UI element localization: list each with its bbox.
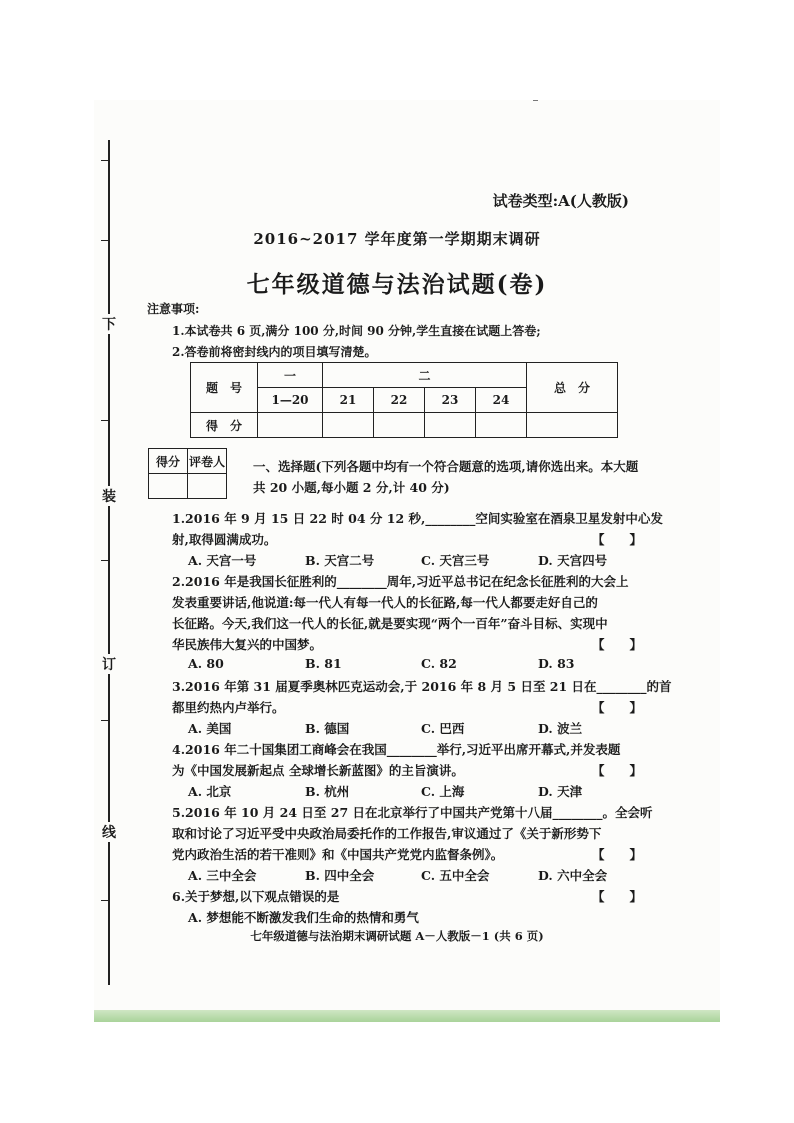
option: B. 德国: [305, 721, 350, 736]
option: B. 81: [305, 656, 342, 671]
question-line: 2.2016 年是我国长征胜利的________周年,习近平总书记在纪念长征胜利的大会上: [172, 574, 629, 589]
option: C. 巴西: [421, 721, 465, 736]
option: C. 五中全会: [421, 868, 490, 883]
score-cell: [527, 413, 618, 438]
question-line: 党内政治生活的若干准则》和《中国共产党党内监督条例》。: [172, 847, 504, 862]
answer-bracket: 【 】: [592, 847, 643, 862]
option: A. 北京: [188, 784, 232, 799]
notice-item: 2.答卷前将密封线内的项目填写清楚。: [172, 345, 377, 359]
row-label-score: 得 分: [191, 413, 258, 438]
binding-tick: [101, 720, 109, 721]
question-line: 4.2016 年二十国集团工商峰会在我国________举行,习近平出席开幕式,并发表题: [172, 742, 621, 757]
binding-char: 订: [100, 654, 118, 674]
option: C. 上海: [421, 784, 465, 799]
scan-mark: [533, 100, 538, 101]
question-line: 3.2016 年第 31 届夏季奥林匹克运动会,于 2016 年 8 月 5 日至 21 日在________的首: [172, 679, 672, 694]
question-line: 6.关于梦想,以下观点错误的是: [172, 889, 340, 904]
page-title: 七年级道德与法治试题(卷): [246, 271, 548, 298]
option: A. 天宫一号: [188, 553, 257, 568]
section-two-header: 二: [323, 363, 527, 388]
question-line: 1.2016 年 9 月 15 日 22 时 04 分 12 秒,________空间实验室在酒泉卫星发射中心发: [172, 511, 663, 526]
binding-tick: [101, 160, 109, 161]
score-cell: [476, 413, 527, 438]
option: D. 天津: [538, 784, 583, 799]
score-cell: [425, 413, 476, 438]
answer-bracket: 【 】: [592, 889, 643, 904]
question-line: 发表重要讲话,他说道:每一代人有每一代人的长征路,每一代人都要走好自己的: [172, 595, 598, 610]
sub-question: 22: [374, 388, 425, 413]
option: D. 83: [538, 656, 575, 671]
section-one-header: 一: [258, 363, 323, 388]
option: D. 天宫四号: [538, 553, 608, 568]
answer-bracket: 【 】: [592, 700, 643, 715]
option: D. 六中全会: [538, 868, 608, 883]
option: A. 梦想能不断激发我们生命的热情和勇气: [188, 910, 419, 925]
option: A. 美国: [188, 721, 232, 736]
notice-item: 1.本试卷共 6 页,满分 100 分,时间 90 分钟,学生直接在试题上答卷;: [172, 324, 541, 338]
answer-bracket: 【 】: [592, 532, 643, 547]
answer-bracket: 【 】: [592, 763, 643, 778]
score-cell: [258, 413, 323, 438]
sub-question: 21: [323, 388, 374, 413]
binding-tick: [101, 420, 109, 421]
grader-score-label: 得分: [149, 449, 188, 474]
question-line: 取和讨论了习近平受中央政治局委托作的工作报告,审议通过了《关于新形势下: [172, 826, 602, 841]
grader-cell: [188, 474, 227, 499]
question-line: 都里约热内卢举行。: [172, 700, 285, 715]
scan-edge-strip: [94, 1010, 720, 1022]
option: A. 80: [188, 656, 224, 671]
question-line: 华民族伟大复兴的中国梦。: [172, 637, 323, 652]
score-cell: [374, 413, 425, 438]
grader-score-cell: [149, 474, 188, 499]
option: C. 82: [421, 656, 457, 671]
total-header: 总 分: [527, 363, 618, 413]
notice-heading: 注意事项:: [147, 302, 200, 316]
option: B. 天宫二号: [305, 553, 375, 568]
option: C. 天宫三号: [421, 553, 490, 568]
binding-char: 下: [100, 314, 118, 334]
paper-type: 试卷类型:A(人教版): [492, 192, 629, 210]
score-table: [190, 362, 618, 438]
option: D. 波兰: [538, 721, 583, 736]
binding-tick: [101, 900, 109, 901]
question-line: 5.2016 年 10 月 24 日至 27 日在北京举行了中国共产党第十八届________。全会听: [172, 805, 653, 820]
sub-question: 24: [476, 388, 527, 413]
question-line: 长征路。今天,我们这一代人的长征,就是要实现“两个一百年”奋斗目标、实现中: [172, 616, 608, 631]
sub-question: 23: [425, 388, 476, 413]
grader-box: [148, 448, 227, 499]
question-line: 为《中国发展新起点 全球增长新蓝图》的主旨演讲。: [172, 763, 464, 778]
binding-tick: [101, 560, 109, 561]
row-label-number: 题 号: [191, 363, 258, 413]
question-line: 射,取得圆满成功。: [172, 532, 277, 547]
binding-char: 装: [100, 486, 118, 506]
year-line: 2016~2017 学年度第一学期期末调研: [253, 230, 541, 248]
score-cell: [323, 413, 374, 438]
option: A. 三中全会: [188, 868, 257, 883]
page-footer: 七年级道德与法治期末调研试题 A－人教版－1 (共 6 页): [250, 929, 544, 943]
option: B. 四中全会: [305, 868, 375, 883]
sub-range-one: 1—20: [258, 388, 323, 413]
section-title: 一、选择题(下列各题中均有一个符合题意的选项,请你选出来。本大题共 20 小题,每小题 2 分,计 40 分): [253, 459, 639, 495]
grader-label: 评卷人: [188, 449, 227, 474]
answer-bracket: 【 】: [592, 637, 643, 652]
option: B. 杭州: [305, 784, 350, 799]
binding-char: 线: [100, 822, 118, 842]
